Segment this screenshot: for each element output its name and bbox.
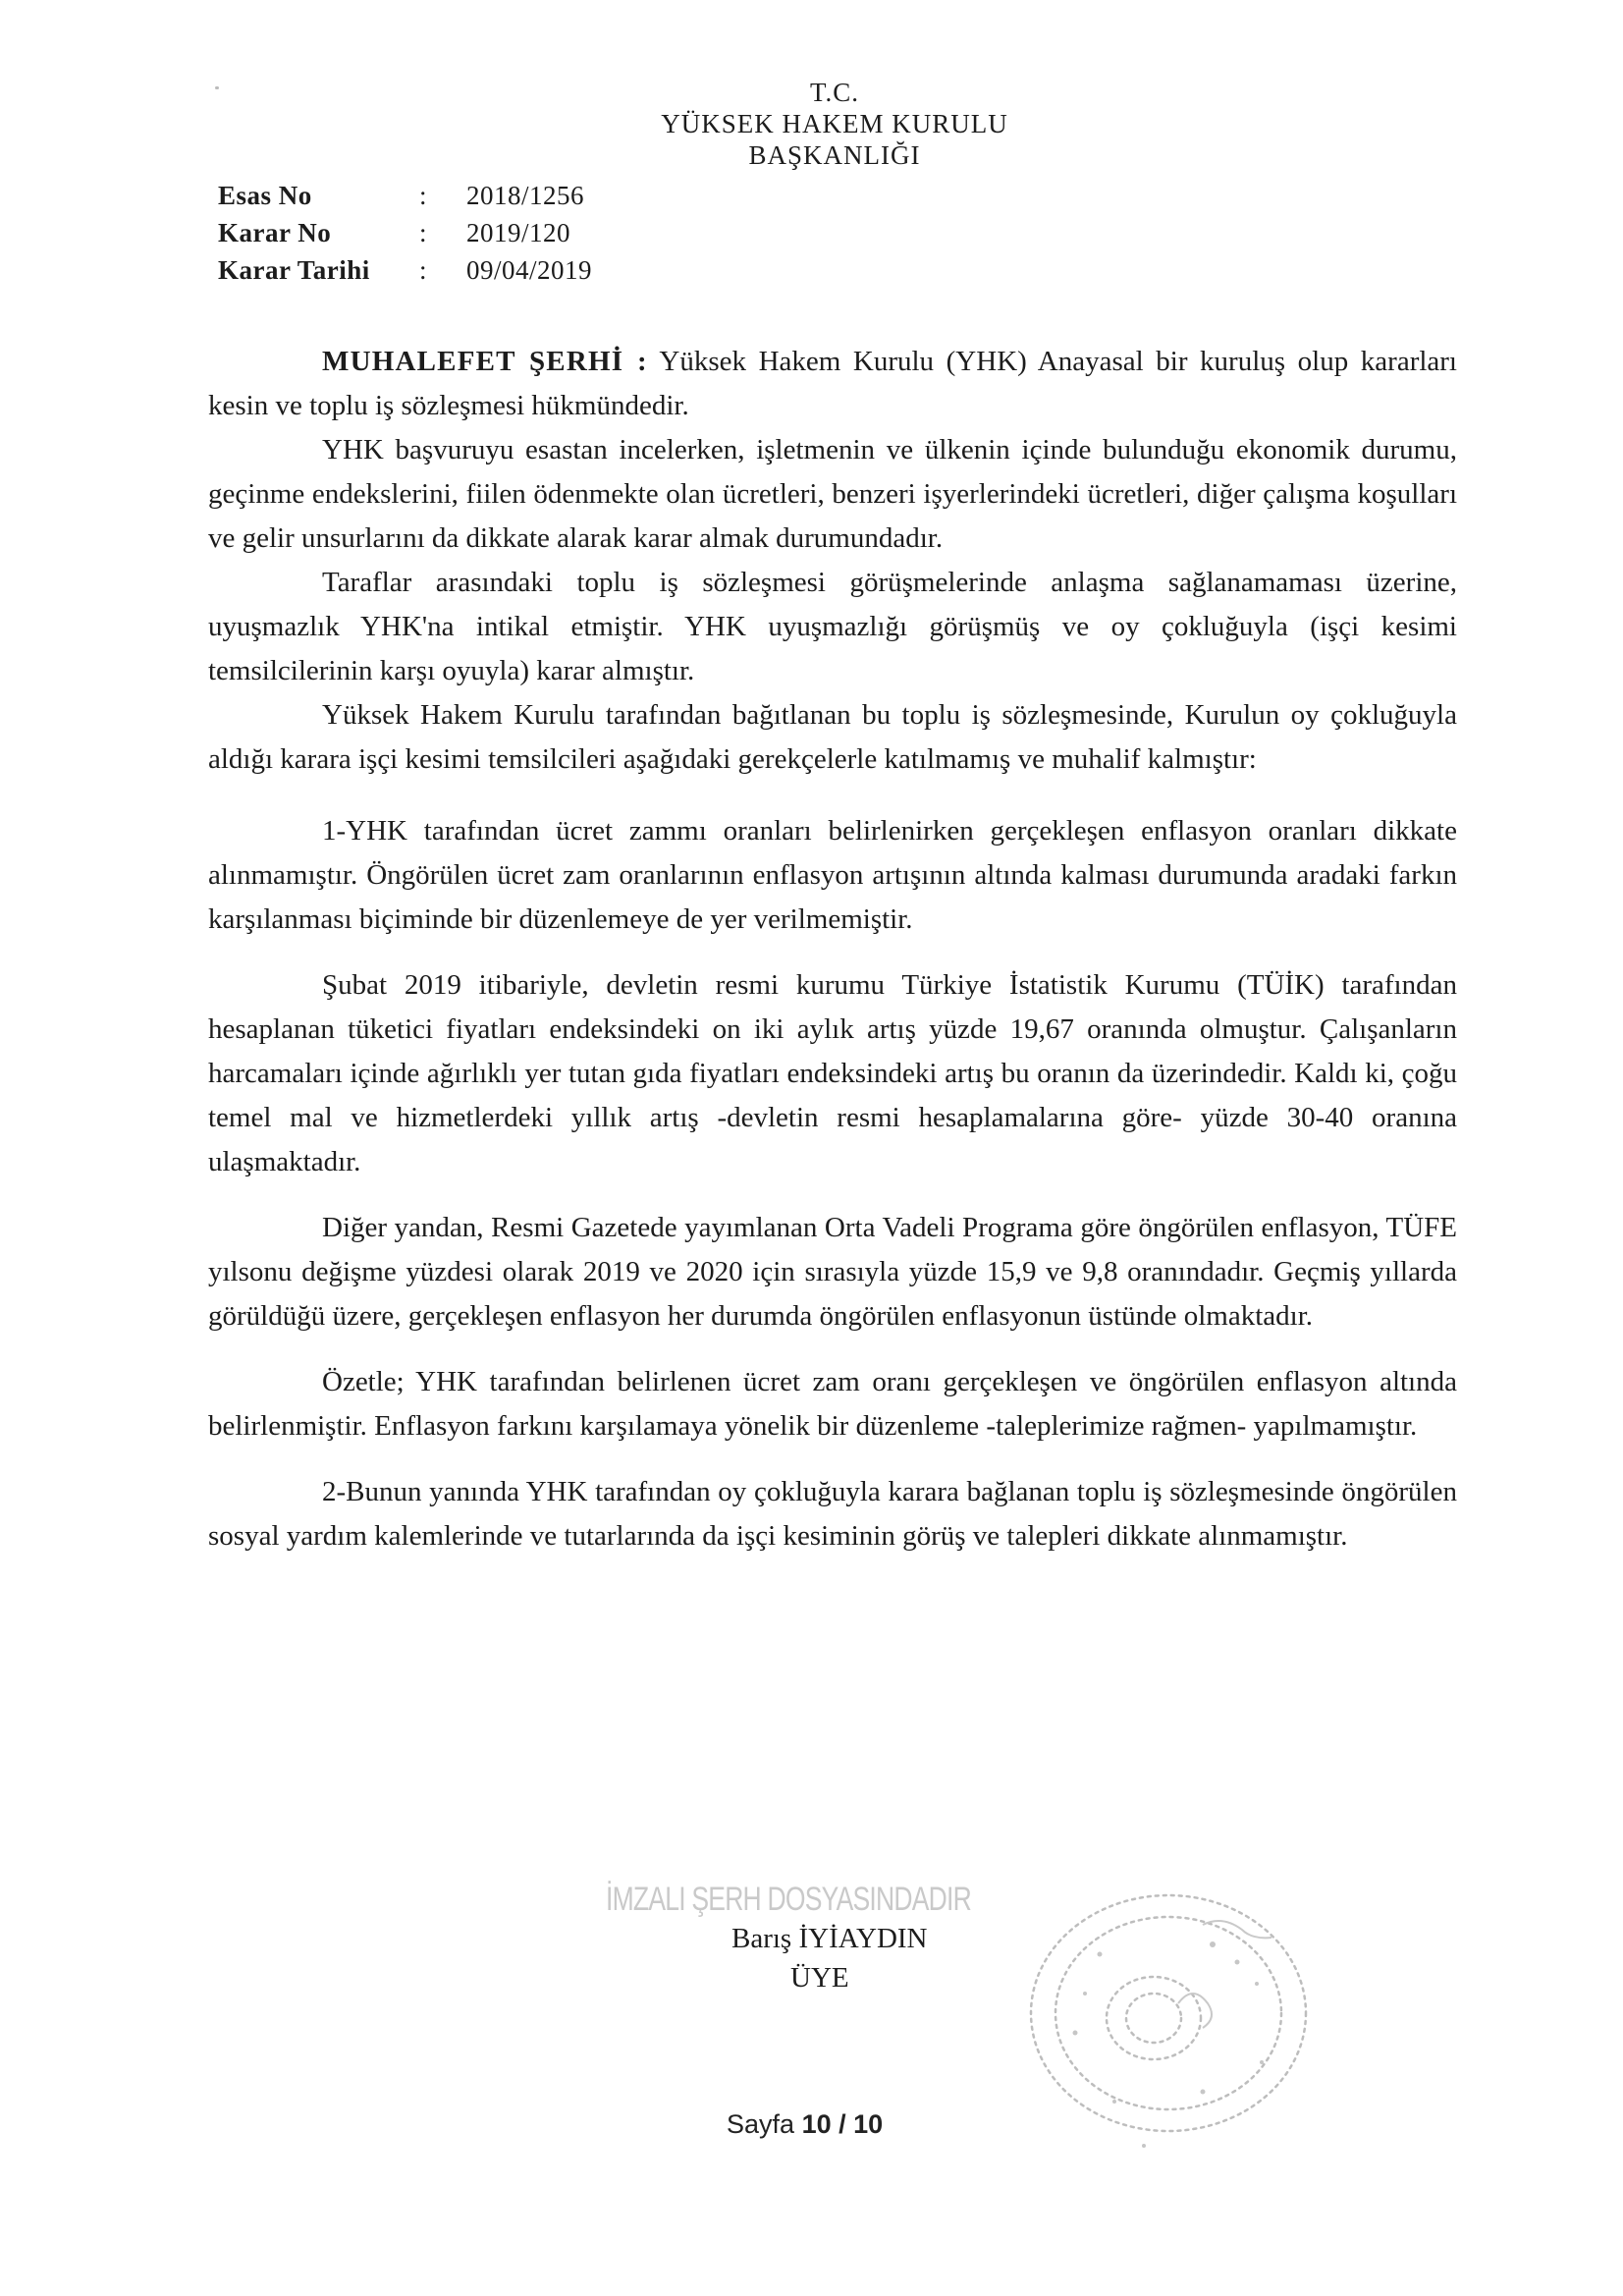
- signer-name: Barış İYİAYDIN: [731, 1923, 928, 1954]
- case-value: 2019/120: [466, 218, 571, 247]
- paragraph: 1-YHK tarafından ücret zammı oranları belirlenirken gerçekleşen enflasyon oranları dikkate alınmamıştır. Öngörülen ücret zam oranlarının enflasyon artışının altında kalması durumunda aradaki farkın karşılanması biçiminde bir düzenlemeye de yer verilmemiştir.: [208, 815, 1457, 935]
- case-row-tarih: [218, 251, 592, 289]
- page-current: 10: [801, 2109, 832, 2139]
- page-total: 10: [853, 2109, 884, 2139]
- heading-country: T.C.: [810, 78, 859, 107]
- objection-label: MUHALEFET ŞERHİ :: [322, 346, 648, 377]
- case-label: Karar No: [218, 218, 332, 247]
- page-prefix: Sayfa: [727, 2109, 795, 2139]
- paragraph: 2-Bunun yanında YHK tarafından oy çokluğuyla karara bağlanan toplu iş sözleşmesinde öngörülen sosyal yardım kalemlerinde ve tutarlarında da işçi kesiminin görüş ve talepleri dikkate alınmamıştır.: [208, 1476, 1457, 1552]
- scan-speck: [215, 86, 219, 89]
- case-value: 2018/1256: [466, 181, 585, 210]
- signed-copy-stamp: İMZALI ŞERH DOSYASINDADIR: [606, 1881, 971, 1918]
- paragraph: YHK başvuruyu esastan incelerken, işletmenin ve ülkenin içinde bulunduğu ekonomik durumu, geçinme endekslerini, fiilen ödenmekte olan ücretleri, benzeri işyerlerindeki ücretleri, diğer çalışma koşulları ve gelir unsurlarını da dikkate alarak karar almak durumundadır.: [208, 434, 1457, 554]
- signer-title: ÜYE: [790, 1962, 849, 1994]
- case-colon: :: [419, 218, 427, 247]
- heading-office: BAŞKANLIĞI: [748, 140, 921, 170]
- document-body: [208, 340, 1457, 1558]
- case-label: Karar Tarihi: [218, 255, 370, 285]
- paragraph: Taraflar arasındaki toplu iş sözleşmesi görüşmelerinde anlaşma sağlanamaması üzerine, uyuşmazlık YHK'na intikal etmiştir. YHK uyuşmazlığı görüşmüş ve oy çokluğuyla (işçi kesimi temsilcilerinin karşı oyuyla) karar almıştır.: [208, 567, 1457, 686]
- case-label: Esas No: [218, 181, 312, 210]
- case-info: [218, 177, 592, 289]
- paragraph-intro: [208, 340, 1457, 428]
- document-heading: [628, 77, 1041, 171]
- case-value: 09/04/2019: [466, 255, 593, 285]
- page-separator: /: [839, 2109, 846, 2139]
- case-colon: :: [419, 255, 427, 285]
- paragraph: Şubat 2019 itibariyle, devletin resmi kurumu Türkiye İstatistik Kurumu (TÜİK) tarafından hesaplanan tüketici fiyatları endeksindeki on iki aylık artış yüzde 19,67 oranında olmuştur. Çalışanların harcamaları içinde ağırlıklı yer tutan gıda fiyatları endeksindeki artış bu oranın da üzerindedir. Kaldı ki, çoğu temel mal ve hizmetlerdeki yıllık artış -devletin resmi hesaplamalarına göre- yüzde 30-40 oranına ulaşmaktadır.: [208, 969, 1457, 1177]
- official-seal-icon: [1006, 1886, 1330, 2170]
- page-number: [727, 2109, 883, 2140]
- paragraph: Yüksek Hakem Kurulu tarafından bağıtlanan bu toplu iş sözleşmesinde, Kurulun oy çokluğuyla aldığı karara işçi kesimi temsilcileri aşağıdaki gerekçelerle katılmamış ve muhalif kalmıştır:: [208, 699, 1457, 775]
- paragraph: Diğer yandan, Resmi Gazetede yayımlanan Orta Vadeli Programa göre öngörülen enflasyon, TÜFE yılsonu değişme yüzdesi olarak 2019 ve 2020 için sırasıyla yüzde 15,9 ve 9,8 oranındadır. Geçmiş yıllarda görüldüğü üzere, gerçekleşen enflasyon her durumda öngörülen enflasyonun üstünde olmaktadır.: [208, 1212, 1457, 1332]
- heading-institution: YÜKSEK HAKEM KURULU: [661, 109, 1008, 138]
- case-row-karar: [218, 214, 592, 251]
- paragraph-text: Yüksek Hakem Kurulu (YHK) Anayasal bir kuruluş olup kararları kesin ve toplu iş sözleşmesi hükmündedir.: [208, 346, 1457, 421]
- case-colon: :: [419, 181, 427, 210]
- case-row-esas: [218, 177, 592, 214]
- paragraph: Özetle; YHK tarafından belirlenen ücret zam oranı gerçekleşen ve öngörülen enflasyon altında belirlenmiştir. Enflasyon farkını karşılamaya yönelik bir düzenleme -taleplerimize rağmen- yapılmamıştır.: [208, 1366, 1457, 1442]
